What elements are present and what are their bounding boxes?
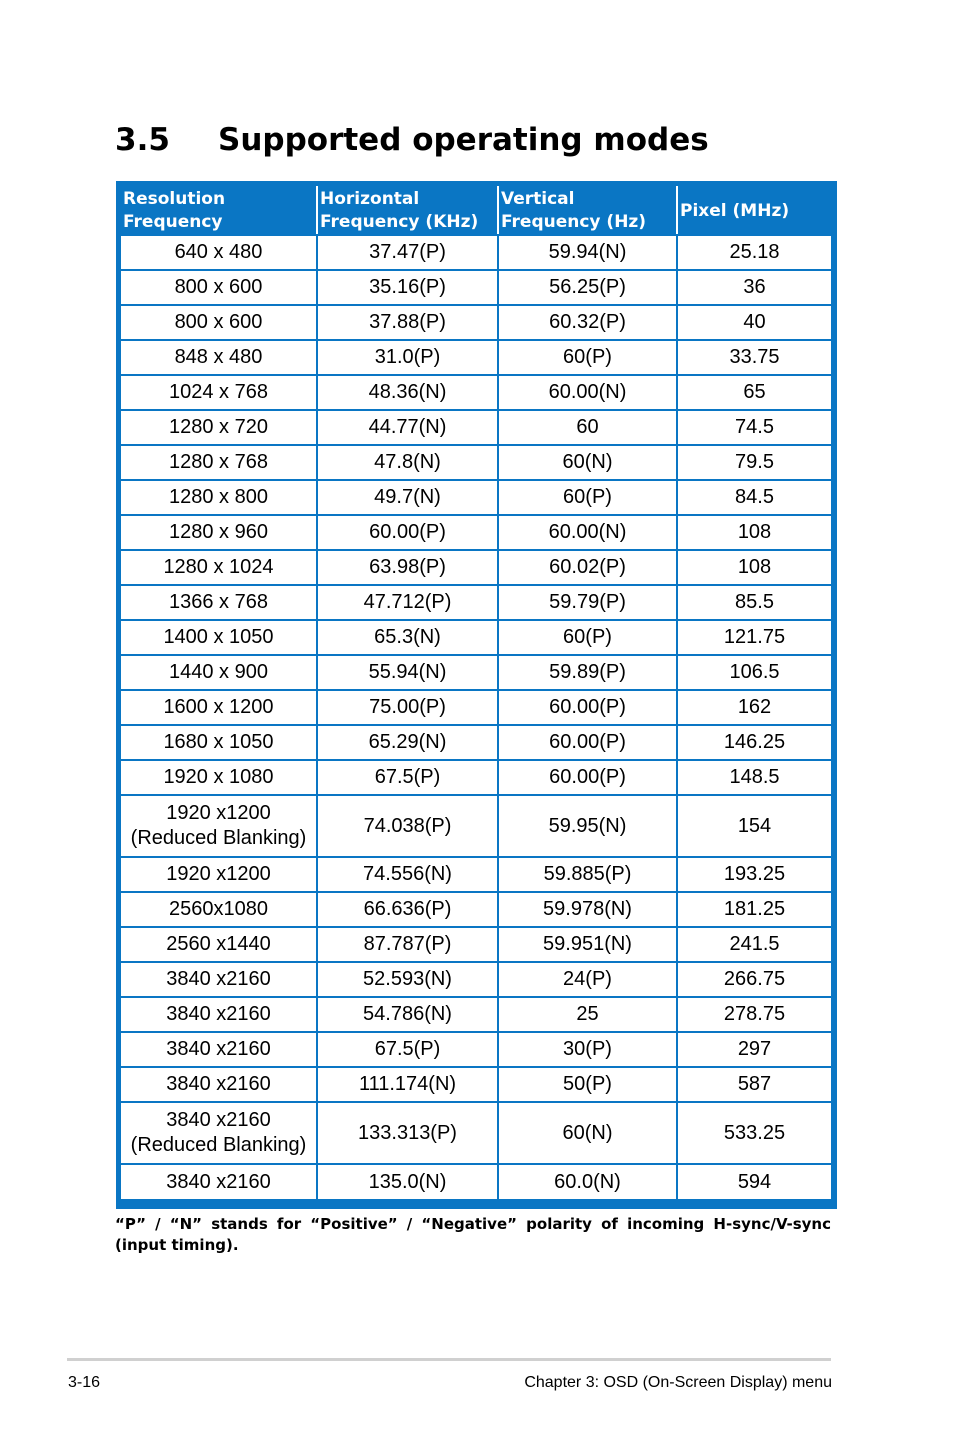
cell-pixel-clock: 25.18: [677, 235, 831, 270]
cell-resolution: 1680 x 1050: [121, 725, 317, 760]
cell-resolution: 1400 x 1050: [121, 620, 317, 655]
footer-divider: [67, 1358, 831, 1361]
table-row: [121, 725, 831, 760]
table-header-row: [121, 186, 831, 235]
cell-horizontal-frequency: 111.174(N): [317, 1067, 498, 1102]
cell-vertical-frequency: 59.978(N): [498, 892, 677, 927]
page-number: 3-16: [68, 1374, 101, 1391]
table-row: [121, 305, 831, 340]
cell-pixel-clock: 533.25: [677, 1102, 831, 1164]
header-resolution: Resolution Frequency: [121, 186, 317, 235]
cell-resolution: 3840 x2160: [121, 997, 317, 1032]
table-row: [121, 962, 831, 997]
cell-resolution: 1920 x1200: [121, 857, 317, 892]
cell-vertical-frequency: 25: [498, 997, 677, 1032]
cell-horizontal-frequency: 133.313(P): [317, 1102, 498, 1164]
cell-vertical-frequency: 59.95(N): [498, 795, 677, 857]
cell-vertical-frequency: 60.32(P): [498, 305, 677, 340]
cell-resolution: 2560x1080: [121, 892, 317, 927]
header-vertical-frequency: Vertical Frequency (Hz): [498, 186, 677, 235]
cell-vertical-frequency: 60.00(N): [498, 375, 677, 410]
cell-horizontal-frequency: 75.00(P): [317, 690, 498, 725]
cell-vertical-frequency: 59.951(N): [498, 927, 677, 962]
cell-resolution: 640 x 480: [121, 235, 317, 270]
cell-horizontal-frequency: 44.77(N): [317, 410, 498, 445]
cell-vertical-frequency: 30(P): [498, 1032, 677, 1067]
cell-vertical-frequency: 50(P): [498, 1067, 677, 1102]
cell-pixel-clock: 162: [677, 690, 831, 725]
cell-vertical-frequency: 60.00(N): [498, 515, 677, 550]
table-row: [121, 585, 831, 620]
cell-resolution: 2560 x1440: [121, 927, 317, 962]
cell-pixel-clock: 108: [677, 550, 831, 585]
cell-vertical-frequency: 60.0(N): [498, 1164, 677, 1199]
table-row: [121, 690, 831, 725]
cell-horizontal-frequency: 35.16(P): [317, 270, 498, 305]
table-row: [121, 480, 831, 515]
header-horizontal-frequency: Horizontal Frequency (KHz): [317, 186, 498, 235]
table-row: [121, 445, 831, 480]
cell-vertical-frequency: 60: [498, 410, 677, 445]
table-row: [121, 410, 831, 445]
table-row: [121, 1102, 831, 1164]
cell-horizontal-frequency: 49.7(N): [317, 480, 498, 515]
cell-vertical-frequency: 59.94(N): [498, 235, 677, 270]
cell-pixel-clock: 266.75: [677, 962, 831, 997]
cell-horizontal-frequency: 47.8(N): [317, 445, 498, 480]
cell-pixel-clock: 278.75: [677, 997, 831, 1032]
polarity-footnote: “P” / “N” stands for “Positive” / “Negative” polarity of incoming H-sync/V-sync (input timing).: [115, 1215, 831, 1254]
section-title: [115, 122, 709, 158]
table-row: [121, 927, 831, 962]
cell-horizontal-frequency: 54.786(N): [317, 997, 498, 1032]
cell-vertical-frequency: 60.00(P): [498, 725, 677, 760]
cell-vertical-frequency: 60.00(P): [498, 690, 677, 725]
cell-resolution: 3840 x2160 (Reduced Blanking): [121, 1102, 317, 1164]
cell-pixel-clock: 33.75: [677, 340, 831, 375]
cell-resolution: 800 x 600: [121, 270, 317, 305]
cell-horizontal-frequency: 47.712(P): [317, 585, 498, 620]
table-row: [121, 550, 831, 585]
table-row: [121, 375, 831, 410]
table-row: [121, 997, 831, 1032]
cell-vertical-frequency: 59.885(P): [498, 857, 677, 892]
table-body: [121, 235, 831, 1199]
cell-resolution: 848 x 480: [121, 340, 317, 375]
cell-vertical-frequency: 60(P): [498, 480, 677, 515]
header-pixel-clock: Pixel (MHz): [677, 186, 831, 235]
modes-table-frame: [116, 181, 837, 1209]
cell-horizontal-frequency: 65.29(N): [317, 725, 498, 760]
chapter-title: Chapter 3: OSD (On-Screen Display) menu: [524, 1374, 832, 1391]
table-row: [121, 620, 831, 655]
cell-pixel-clock: 241.5: [677, 927, 831, 962]
cell-horizontal-frequency: 74.038(P): [317, 795, 498, 857]
cell-resolution: 3840 x2160: [121, 1164, 317, 1199]
cell-vertical-frequency: 59.89(P): [498, 655, 677, 690]
cell-horizontal-frequency: 67.5(P): [317, 760, 498, 795]
cell-vertical-frequency: 60.02(P): [498, 550, 677, 585]
cell-resolution: 1920 x 1080: [121, 760, 317, 795]
cell-horizontal-frequency: 135.0(N): [317, 1164, 498, 1199]
cell-pixel-clock: 106.5: [677, 655, 831, 690]
cell-horizontal-frequency: 67.5(P): [317, 1032, 498, 1067]
table-row: [121, 1067, 831, 1102]
cell-resolution: 3840 x2160: [121, 1067, 317, 1102]
cell-horizontal-frequency: 55.94(N): [317, 655, 498, 690]
cell-vertical-frequency: 60(N): [498, 1102, 677, 1164]
cell-resolution: 1280 x 720: [121, 410, 317, 445]
table-row: [121, 760, 831, 795]
cell-horizontal-frequency: 37.47(P): [317, 235, 498, 270]
cell-horizontal-frequency: 31.0(P): [317, 340, 498, 375]
cell-pixel-clock: 85.5: [677, 585, 831, 620]
supported-modes-table: [121, 186, 831, 1199]
cell-pixel-clock: 587: [677, 1067, 831, 1102]
cell-pixel-clock: 121.75: [677, 620, 831, 655]
cell-horizontal-frequency: 66.636(P): [317, 892, 498, 927]
cell-pixel-clock: 148.5: [677, 760, 831, 795]
cell-resolution: 1280 x 1024: [121, 550, 317, 585]
cell-resolution: 1600 x 1200: [121, 690, 317, 725]
table-row: [121, 1032, 831, 1067]
cell-pixel-clock: 297: [677, 1032, 831, 1067]
cell-horizontal-frequency: 74.556(N): [317, 857, 498, 892]
cell-horizontal-frequency: 60.00(P): [317, 515, 498, 550]
cell-pixel-clock: 65: [677, 375, 831, 410]
table-row: [121, 1164, 831, 1199]
cell-horizontal-frequency: 52.593(N): [317, 962, 498, 997]
cell-pixel-clock: 594: [677, 1164, 831, 1199]
cell-pixel-clock: 36: [677, 270, 831, 305]
table-row: [121, 340, 831, 375]
cell-horizontal-frequency: 87.787(P): [317, 927, 498, 962]
cell-horizontal-frequency: 37.88(P): [317, 305, 498, 340]
cell-pixel-clock: 146.25: [677, 725, 831, 760]
cell-pixel-clock: 108: [677, 515, 831, 550]
cell-resolution: 1024 x 768: [121, 375, 317, 410]
cell-resolution: 1280 x 960: [121, 515, 317, 550]
cell-vertical-frequency: 59.79(P): [498, 585, 677, 620]
cell-vertical-frequency: 60(P): [498, 620, 677, 655]
table-row: [121, 892, 831, 927]
cell-resolution: 1920 x1200 (Reduced Blanking): [121, 795, 317, 857]
cell-pixel-clock: 84.5: [677, 480, 831, 515]
cell-pixel-clock: 181.25: [677, 892, 831, 927]
table-row: [121, 515, 831, 550]
cell-resolution: 800 x 600: [121, 305, 317, 340]
cell-horizontal-frequency: 48.36(N): [317, 375, 498, 410]
cell-pixel-clock: 40: [677, 305, 831, 340]
cell-horizontal-frequency: 65.3(N): [317, 620, 498, 655]
cell-pixel-clock: 74.5: [677, 410, 831, 445]
cell-horizontal-frequency: 63.98(P): [317, 550, 498, 585]
table-row: [121, 655, 831, 690]
table-row: [121, 857, 831, 892]
cell-resolution: 1280 x 800: [121, 480, 317, 515]
cell-resolution: 1366 x 768: [121, 585, 317, 620]
table-row: [121, 270, 831, 305]
section-title-text: Supported operating modes: [218, 122, 709, 158]
cell-vertical-frequency: 60(N): [498, 445, 677, 480]
section-number: 3.5: [115, 122, 170, 158]
table-row: [121, 795, 831, 857]
cell-vertical-frequency: 24(P): [498, 962, 677, 997]
cell-resolution: 1440 x 900: [121, 655, 317, 690]
cell-vertical-frequency: 56.25(P): [498, 270, 677, 305]
table-row: [121, 235, 831, 270]
cell-pixel-clock: 79.5: [677, 445, 831, 480]
cell-vertical-frequency: 60(P): [498, 340, 677, 375]
cell-resolution: 1280 x 768: [121, 445, 317, 480]
cell-resolution: 3840 x2160: [121, 1032, 317, 1067]
cell-pixel-clock: 193.25: [677, 857, 831, 892]
cell-pixel-clock: 154: [677, 795, 831, 857]
cell-vertical-frequency: 60.00(P): [498, 760, 677, 795]
cell-resolution: 3840 x2160: [121, 962, 317, 997]
